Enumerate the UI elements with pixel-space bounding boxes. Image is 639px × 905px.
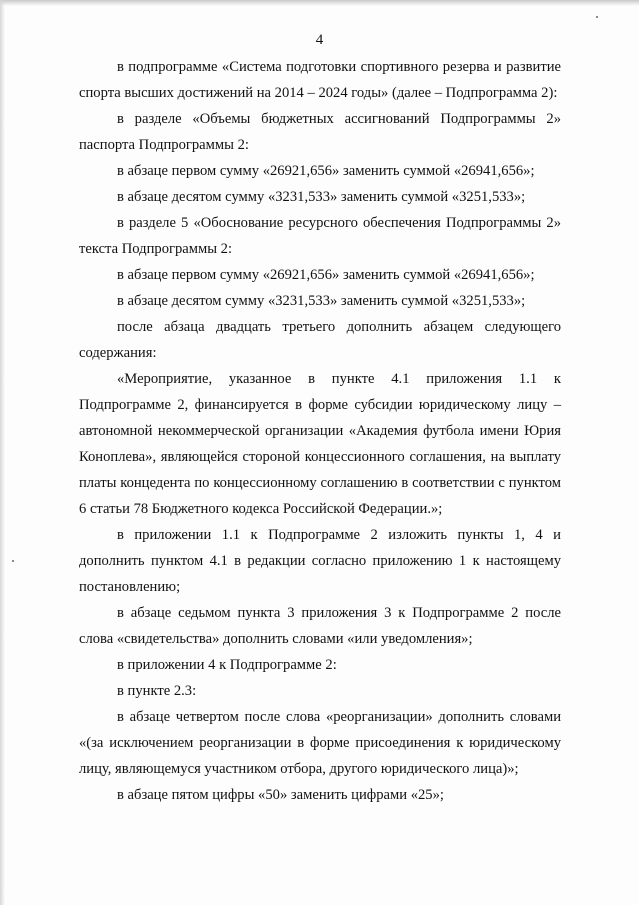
paragraph: в пункте 2.3: xyxy=(117,683,197,699)
paragraph: в разделе «Объемы бюджетных ассигнований Подпрограммы 2» паспорта Подпрограммы 2: xyxy=(79,111,561,153)
paragraph: в приложении 1.1 к Подпрограмме 2 изложить пункты 1, 4 и дополнить пунктом 4.1 в редакции согласно приложению 1 к настоящему постановлению; xyxy=(79,527,561,595)
paragraph: в абзаце седьмом пункта 3 приложения 3 к Подпрограмме 2 после слова «свидетельства» дополнить словами «или уведомления»; xyxy=(79,605,561,647)
scan-top-edge xyxy=(0,0,639,6)
paragraph: в абзаце первом сумму «26921,656» заменить суммой «26941,656»; xyxy=(117,163,535,179)
scan-left-edge xyxy=(0,0,5,905)
paragraph: в приложении 4 к Подпрограмме 2: xyxy=(117,657,337,673)
scan-speck xyxy=(596,16,598,18)
paragraph: в абзаце десятом сумму «3231,533» заменить суммой «3251,533»; xyxy=(117,189,526,205)
scan-speck xyxy=(12,560,14,562)
paragraph: в абзаце десятом сумму «3231,533» заменить суммой «3251,533»; xyxy=(117,293,526,309)
paragraph: «Мероприятие, указанное в пункте 4.1 приложения 1.1 к Подпрограмме 2, финансируется в форме субсидии юридическому лицу – автономной некоммерческой организации «Академия футбола имени Юрия Коноплева», являющейся стороной концессионного соглашения, на выплату платы концедента по концессионному соглашению в соответствии с пунктом 6 статьи 78 Бюджетного кодекса Российской Федерации.»; xyxy=(79,371,561,517)
paragraph: после абзаца двадцать третьего дополнить абзацем следующего содержания: xyxy=(79,319,561,361)
paragraph: в подпрограмме «Система подготовки спортивного резерва и развитие спорта высших достижений на 2014 – 2024 годы» (далее – Подпрограмма 2): xyxy=(79,59,561,101)
paragraph: в разделе 5 «Обоснование ресурсного обеспечения Подпрограммы 2» текста Подпрограммы 2: xyxy=(79,215,561,257)
paragraph: в абзаце первом сумму «26921,656» заменить суммой «26941,656»; xyxy=(117,267,535,283)
document-body xyxy=(79,54,561,808)
paragraph: в абзаце четвертом после слова «реорганизации» дополнить словами «(за исключением реорганизации в форме присоединения к юридическому лицу, являющемуся участником отбора, другого юридического лица)»; xyxy=(79,709,561,777)
paragraph: в абзаце пятом цифры «50» заменить цифрами «25»; xyxy=(117,787,444,803)
page-number: 4 xyxy=(315,32,324,48)
